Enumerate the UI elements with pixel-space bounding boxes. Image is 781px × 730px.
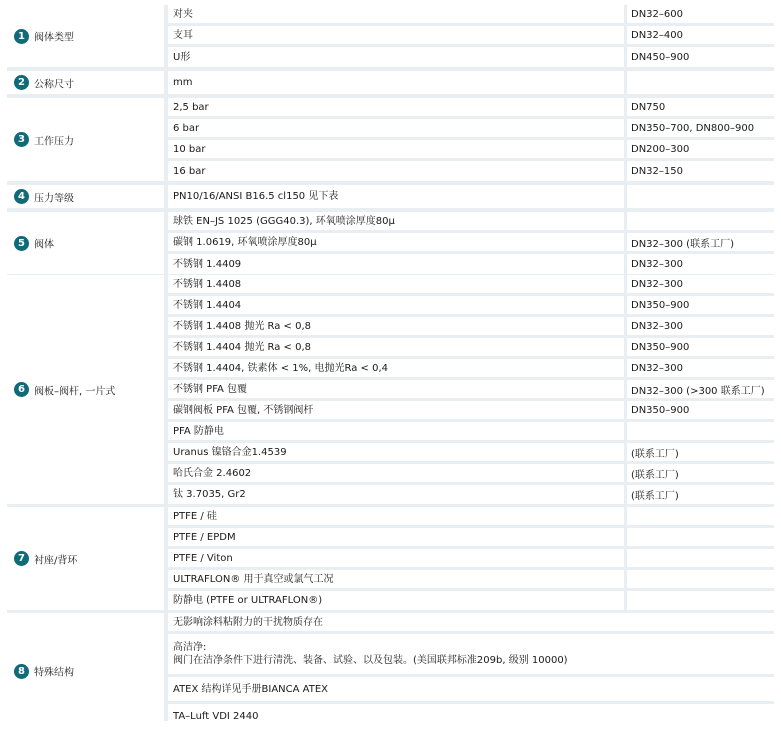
spec-description-cell — [168, 443, 624, 461]
spec-size-range: DN32–300 — [631, 258, 683, 270]
spec-description: 不锈钢 1.4408 — [173, 278, 242, 290]
spec-description-cell — [168, 507, 624, 525]
group-label: 公称尺寸 — [34, 79, 74, 90]
spec-description: PN10/16/ANSI B16.5 cl150 见下表 — [173, 191, 339, 202]
spec-description-cell — [168, 528, 624, 546]
table-row — [168, 634, 774, 674]
spec-size-range-cell — [627, 338, 774, 356]
group-label: 压力等级 — [34, 193, 74, 204]
spec-size-range-cell — [627, 591, 774, 610]
table-row — [168, 317, 774, 335]
group-number-badge: 2 — [14, 75, 29, 90]
spec-size-range: DN200–300 — [631, 143, 690, 155]
spec-description-cell — [168, 233, 624, 251]
table-row — [168, 401, 774, 419]
spec-description: 防静电 (PTFE or ULTRAFLON®) — [173, 595, 323, 606]
group-label-cell — [7, 5, 164, 67]
spec-description-cell — [168, 317, 624, 335]
spec-size-range-cell — [627, 443, 774, 461]
table-row — [168, 212, 774, 230]
table-row — [168, 507, 774, 525]
group-number-badge: 7 — [14, 551, 29, 566]
group-number-badge: 6 — [14, 382, 29, 397]
spec-description-cell — [168, 161, 624, 181]
table-row — [168, 591, 774, 610]
spec-description: 无影响涂料粘附力的干扰物质存在 — [173, 616, 323, 628]
group-label-cell — [7, 275, 164, 504]
spec-description: ULTRAFLON® 用于真空或氯气工况 — [173, 573, 334, 585]
spec-description-cell — [168, 140, 624, 158]
spec-description-cell — [168, 613, 774, 631]
spec-size-range-cell — [627, 549, 774, 567]
spec-description: 碳钢阀板 PFA 包覆, 不锈钢阀杆 — [173, 404, 314, 416]
spec-description: 2,5 bar — [173, 101, 209, 113]
spec-size-range: DN750 — [631, 101, 666, 113]
spec-description: ATEX 结构详见手册BIANCA ATEX — [173, 683, 328, 695]
spec-description-cell — [168, 401, 624, 419]
spec-description-cell — [168, 254, 624, 274]
table-row — [168, 254, 774, 274]
spec-description: 不锈钢 1.4408 抛光 Ra < 0,8 — [173, 320, 312, 332]
group-number-badge: 4 — [14, 189, 29, 204]
spec-description-cell — [168, 119, 624, 137]
spec-description-cell — [168, 212, 624, 230]
table-row — [168, 704, 774, 729]
spec-size-range: (联系工厂) — [631, 469, 679, 481]
spec-description: mm — [173, 77, 193, 88]
spec-description-cell — [168, 464, 624, 482]
table-row — [168, 26, 774, 44]
spec-size-range: DN32–300 — [631, 362, 683, 374]
spec-description-cell — [168, 485, 624, 504]
spec-description-cell — [168, 71, 624, 94]
spec-description: PFA 防静电 — [173, 425, 224, 437]
table-row — [168, 570, 774, 588]
spec-size-range-cell — [627, 296, 774, 314]
spec-size-range: DN32–400 — [631, 29, 683, 41]
group-label-cell — [7, 71, 164, 94]
spec-size-range-cell — [627, 47, 774, 67]
spec-description-line-2: 阀门在洁净条件下进行清洗、装备、试验、以及包装。(美国联邦标准209b, 级别 10000) — [173, 655, 568, 666]
spec-size-range-cell — [627, 254, 774, 274]
spec-size-range-cell — [627, 98, 774, 116]
spec-size-range-cell — [627, 359, 774, 377]
spec-group-7 — [7, 507, 774, 610]
group-number-badge: 3 — [14, 132, 29, 147]
table-row — [168, 380, 774, 398]
spec-size-range: DN32–300 (>300 联系工厂) — [631, 385, 765, 397]
spec-size-range: DN450–900 — [631, 51, 690, 63]
spec-size-range-cell — [627, 119, 774, 137]
spec-description: 不锈钢 1.4404 — [173, 299, 242, 311]
spec-description: PTFE / 硅 — [173, 510, 217, 522]
spec-description-cell — [168, 359, 624, 377]
spec-size-range: DN350–900 — [631, 299, 690, 311]
spec-description-cell — [168, 185, 624, 208]
spec-description-cell — [168, 296, 624, 314]
table-row — [168, 140, 774, 158]
spec-description-cell — [168, 549, 624, 567]
spec-description-cell — [168, 5, 624, 23]
table-row — [168, 613, 774, 631]
spec-description: Uranus 镍铬合金1.4539 — [173, 446, 287, 458]
spec-description: PTFE / Viton — [173, 552, 233, 564]
table-row — [168, 119, 774, 137]
table-row — [168, 98, 774, 116]
spec-description: 哈氏合金 2.4602 — [173, 467, 252, 479]
spec-size-range: DN350–900 — [631, 341, 690, 353]
spec-size-range: DN32–600 — [631, 8, 683, 20]
spec-description: 钛 3.7035, Gr2 — [173, 489, 246, 500]
table-row — [168, 485, 774, 504]
spec-size-range-cell — [627, 422, 774, 440]
table-row — [168, 275, 774, 293]
spec-group-2 — [7, 71, 774, 94]
spec-size-range-cell — [627, 161, 774, 181]
table-row — [168, 677, 774, 701]
spec-description-cell — [168, 47, 624, 67]
spec-group-5 — [7, 212, 774, 274]
spec-description: 10 bar — [173, 143, 206, 155]
spec-description-cell — [168, 26, 624, 44]
spec-size-range-cell — [627, 233, 774, 251]
spec-description: 不锈钢 1.4404, 铁素体 < 1%, 电抛光Ra < 0,4 — [173, 362, 388, 374]
spec-size-range-cell — [627, 380, 774, 398]
table-row — [168, 47, 774, 67]
spec-description-cell — [168, 677, 774, 701]
group-number-badge: 8 — [14, 664, 29, 679]
spec-size-range: DN32–150 — [631, 165, 683, 177]
spec-description: 球铁 EN–JS 1025 (GGG40.3), 环氧喷涂厚度80µ — [173, 215, 395, 227]
table-row — [168, 5, 774, 23]
group-label: 阀体 — [34, 239, 54, 251]
group-label-cell — [7, 185, 164, 208]
table-row — [168, 528, 774, 546]
spec-group-1 — [7, 5, 774, 67]
table-row — [168, 464, 774, 482]
spec-size-range: DN32–300 — [631, 320, 683, 332]
spec-description: TA–Luft VDI 2440 — [173, 711, 259, 722]
spec-size-range: DN32–300 — [631, 278, 683, 290]
table-row — [168, 185, 774, 208]
spec-size-range: (联系工厂) — [631, 491, 679, 502]
spec-description: 不锈钢 1.4404 抛光 Ra < 0,8 — [173, 341, 312, 353]
spec-group-6 — [7, 275, 774, 504]
spec-size-range: (联系工厂) — [631, 448, 679, 460]
spec-group-4 — [7, 185, 774, 208]
spec-size-range-cell — [627, 507, 774, 525]
table-row — [168, 359, 774, 377]
group-label: 特殊结构 — [34, 667, 74, 679]
spec-size-range: DN32–300 (联系工厂) — [631, 238, 734, 250]
spec-size-range-cell — [627, 570, 774, 588]
spec-size-range-cell — [627, 71, 774, 94]
spec-description-cell — [168, 570, 624, 588]
spec-description: 不锈钢 PFA 包覆 — [173, 383, 248, 395]
spec-size-range-cell — [627, 275, 774, 293]
spec-description-cell — [168, 634, 774, 674]
group-number-badge: 1 — [14, 29, 29, 44]
spec-description-cell — [168, 704, 774, 729]
group-label-cell — [7, 507, 164, 610]
spec-description: 碳钢 1.0619, 环氧喷涂厚度80µ — [173, 236, 317, 248]
spec-size-range-cell — [627, 26, 774, 44]
spec-description: 支耳 — [173, 29, 193, 41]
group-label-cell — [7, 613, 164, 729]
spec-size-range-cell — [627, 401, 774, 419]
spec-description: PTFE / EPDM — [173, 531, 236, 543]
spec-description-cell — [168, 338, 624, 356]
spec-size-range-cell — [627, 140, 774, 158]
spec-size-range-cell — [627, 464, 774, 482]
table-row — [168, 549, 774, 567]
spec-description: 对夹 — [173, 8, 193, 20]
table-row — [168, 233, 774, 251]
table-row — [168, 443, 774, 461]
group-number-badge: 5 — [14, 236, 29, 251]
table-row — [168, 296, 774, 314]
spec-description-cell — [168, 380, 624, 398]
group-label: 阀板–阀杆, 一片式 — [34, 386, 116, 397]
spec-size-range: DN350–700, DN800–900 — [631, 122, 755, 134]
spec-description: 不锈钢 1.4409 — [173, 258, 242, 270]
table-row — [168, 161, 774, 181]
spec-description: U形 — [173, 51, 191, 63]
group-label: 工作压力 — [34, 136, 74, 147]
spec-description: 高洁净: — [173, 642, 207, 653]
spec-size-range-cell — [627, 485, 774, 504]
spec-size-range-cell — [627, 528, 774, 546]
spec-group-3 — [7, 98, 774, 181]
spec-size-range-cell — [627, 317, 774, 335]
group-label: 衬座/背环 — [34, 555, 78, 566]
spec-description: 6 bar — [173, 122, 200, 134]
group-label: 阀体类型 — [34, 32, 74, 44]
spec-size-range-cell — [627, 5, 774, 23]
spec-size-range-cell — [627, 212, 774, 230]
spec-description-cell — [168, 275, 624, 293]
spec-size-range: DN350–900 — [631, 404, 690, 416]
specification-table — [7, 5, 774, 721]
spec-description-cell — [168, 422, 624, 440]
table-row — [168, 422, 774, 440]
group-label-cell — [7, 212, 164, 274]
spec-size-range-cell — [627, 185, 774, 208]
group-label-cell — [7, 98, 164, 181]
spec-group-8 — [7, 613, 774, 729]
spec-description-cell — [168, 98, 624, 116]
table-row — [168, 338, 774, 356]
table-row — [168, 71, 774, 94]
spec-description: 16 bar — [173, 165, 206, 177]
spec-description-cell — [168, 591, 624, 610]
